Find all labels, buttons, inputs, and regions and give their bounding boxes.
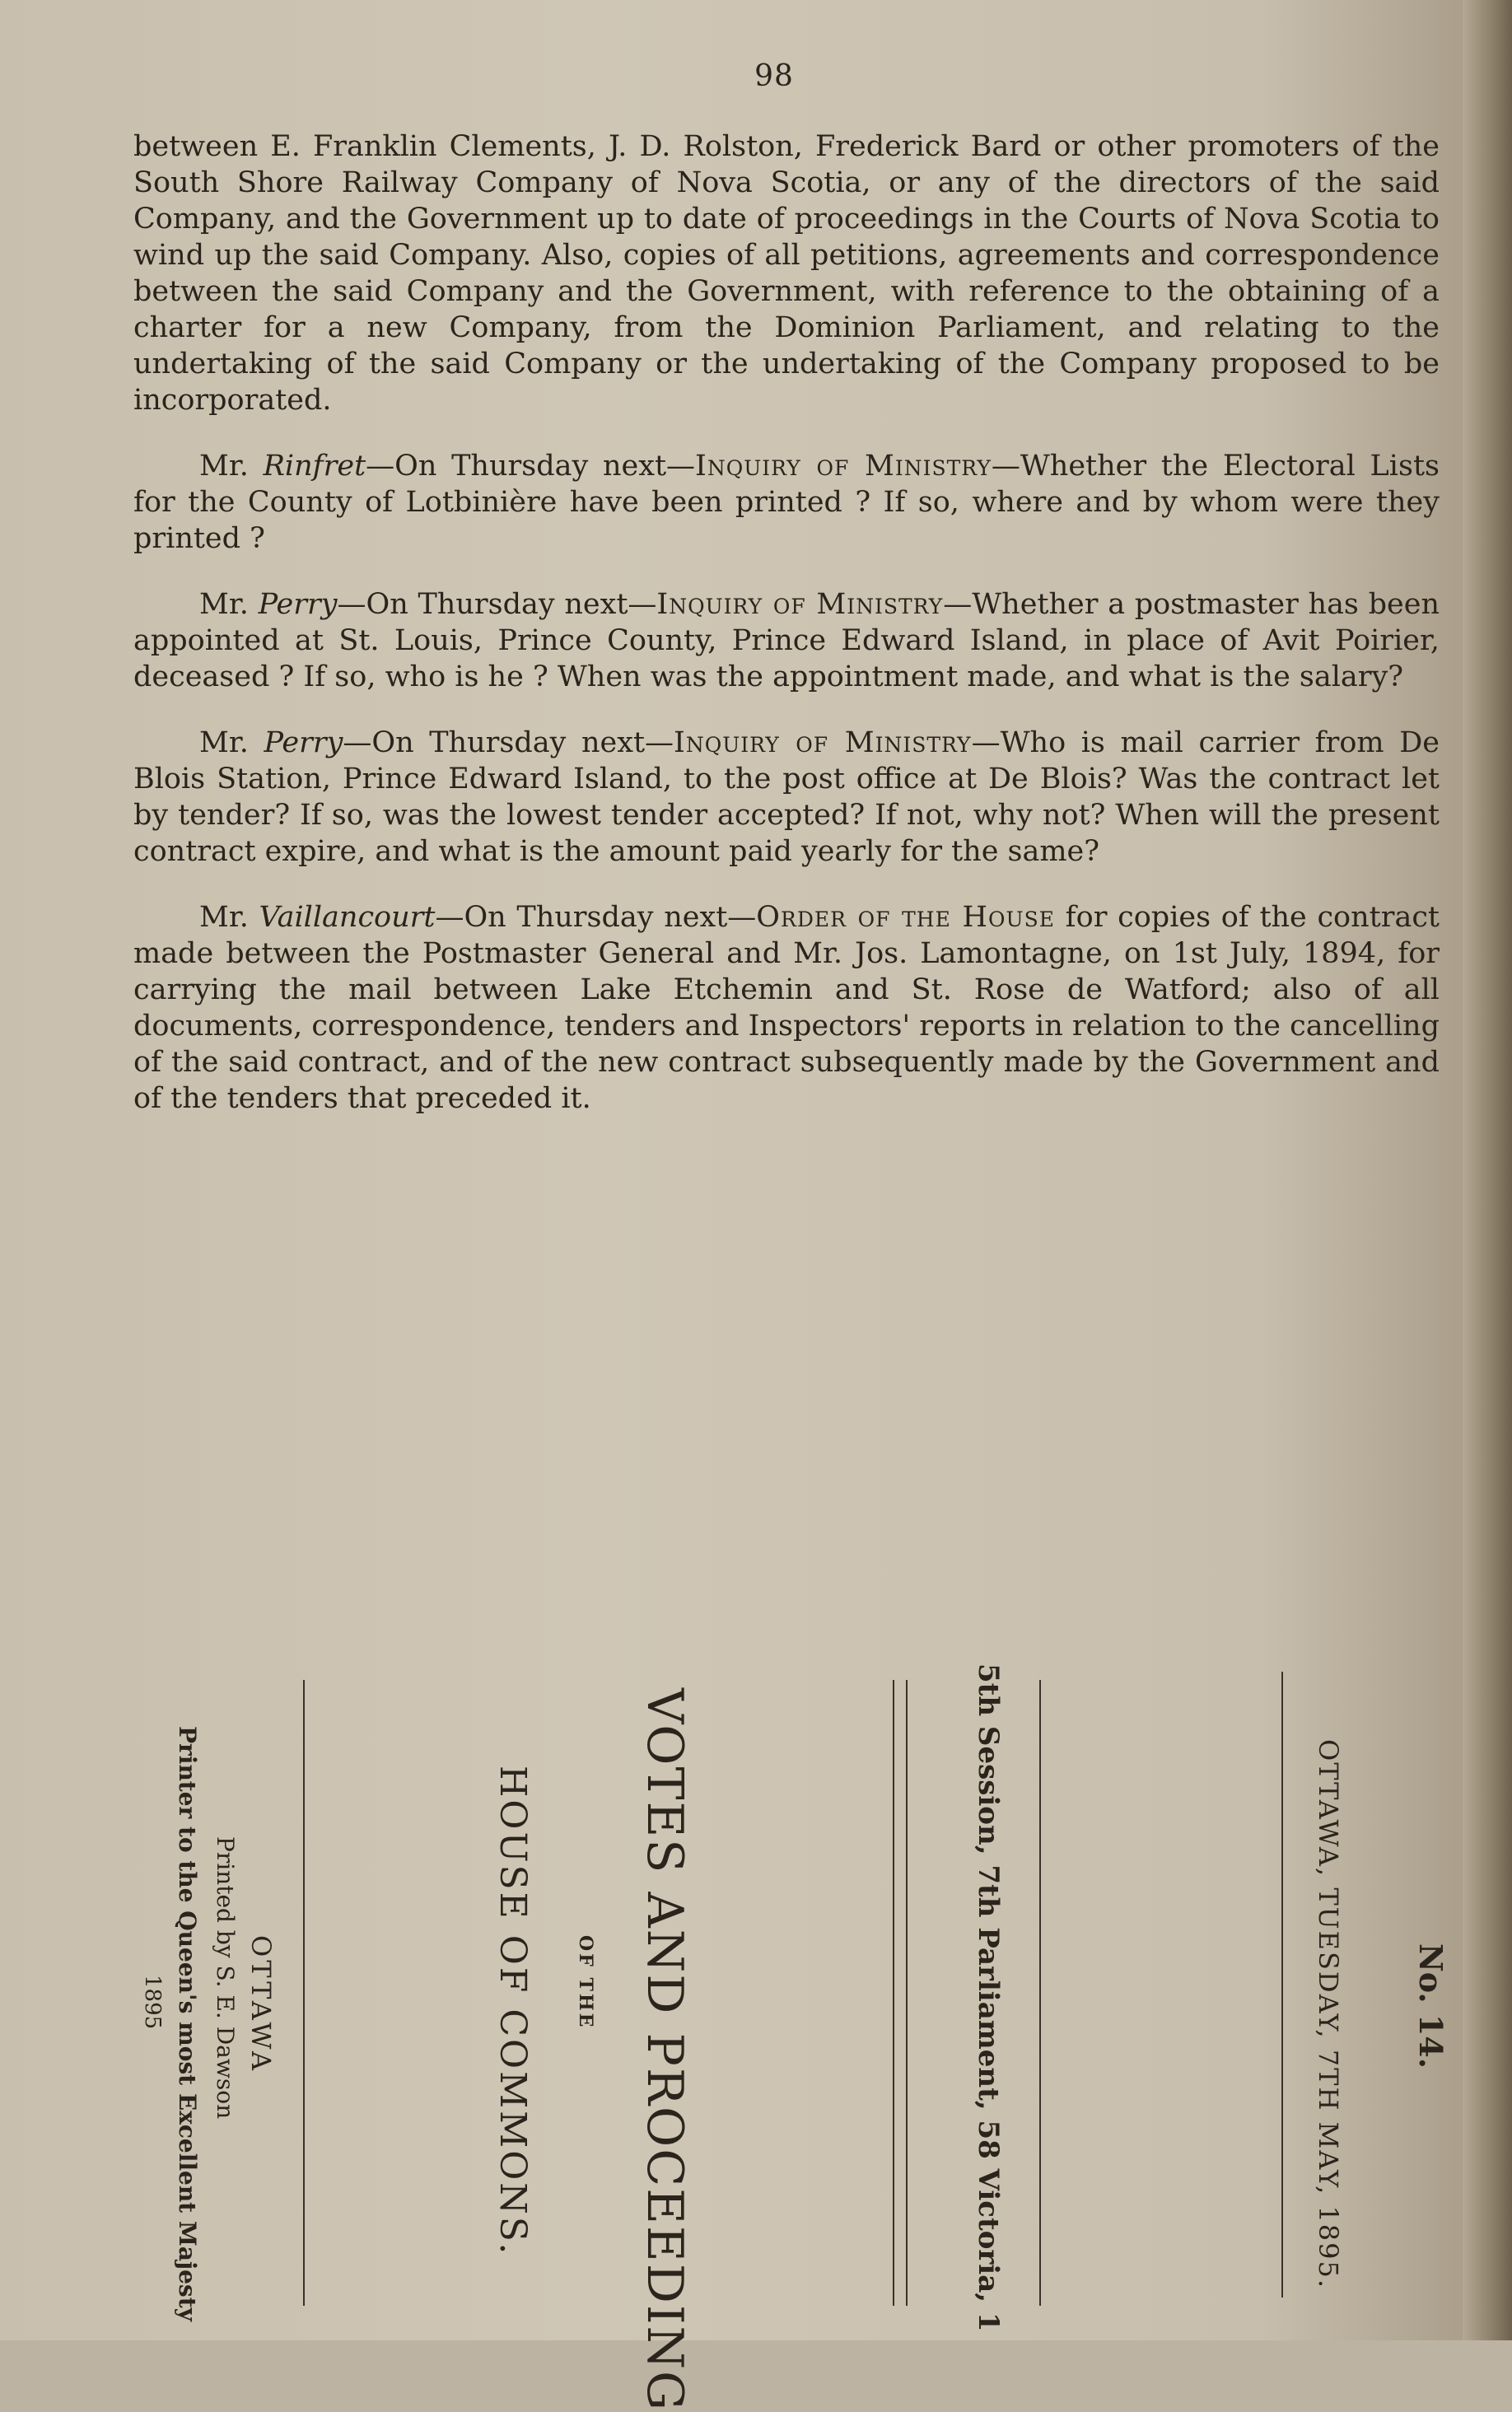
divider-rule: [1039, 1680, 1041, 2306]
notice-paragraph: [133, 448, 1440, 557]
title-of-the: OF THE: [575, 1935, 596, 2030]
notice-prefix: Mr.: [199, 588, 259, 621]
divider-rule: [1281, 1672, 1283, 2298]
member-name: Vaillancourt: [259, 901, 436, 934]
notice-paragraph: [133, 899, 1440, 1117]
notice-when: —On Thursday next—: [337, 588, 657, 621]
notice-when: —On Thursday next—: [435, 901, 757, 934]
notice-when: —On Thursday next—: [343, 726, 674, 759]
notice-prefix: Mr.: [199, 901, 259, 934]
notice-prefix: Mr.: [199, 726, 264, 759]
notice-text: for copies of the contract made between the Postmaster General and Mr. Jos. Lamontagne, on 1st July, 1894, for carrying the mail between Lake Etchemin and St. Rose de Watford; also of all documents, correspondence, tenders and Inspectors' reports in relation to the cancelling of the said contract, and of the new contract subsequently made by the Government and of the tenders that preceded it.: [133, 901, 1440, 1115]
notice-paragraph: [133, 586, 1440, 695]
divider-rule: [893, 1680, 894, 2306]
member-name: Perry: [264, 726, 343, 759]
notice-when: —On Thursday next—: [366, 450, 696, 483]
notice-paragraph: [133, 725, 1440, 870]
imprint-printer-title: Printer to the Queen's most Excellent Majesty: [174, 1726, 201, 2321]
imprint-year: 1895: [140, 1975, 165, 2030]
issue-date: OTTAWA, TUESDAY, 7TH MAY, 1895.: [1313, 1739, 1344, 2290]
notice-type: Inquiry of Ministry: [656, 588, 944, 621]
notice-prefix: Mr.: [199, 450, 264, 483]
house-title: HOUSE OF COMMONS.: [492, 1766, 534, 2257]
imprint-city: OTTAWA: [245, 1935, 277, 2074]
session-line: 5th Session, 7th Parliament, 58 Victoria, 1: [972, 1663, 1005, 2332]
continued-paragraph: [133, 128, 1440, 418]
imprint-printer: Printed by S. E. Dawson: [212, 1836, 239, 2120]
main-title: VOTES AND PROCEEDING: [636, 1688, 693, 2412]
notice-type: Inquiry of Ministry: [674, 726, 972, 759]
member-name: Rinfret: [263, 450, 366, 483]
notice-text: —Whether a postmaster has been appointed at St. Louis, Prince County, Prince Edward Island, in place of Avit Poirier, deceased ? If so, who is he ? When was the appointment made, and what is the salary?: [133, 588, 1440, 693]
paragraph-text: between E. Franklin Clements, J. D. Rolston, Frederick Bard or other promoters of the South Shore Railway Company of Nova Scotia, or any of the directors of the said Company, and the Government up to date of proceedings in the Courts of Nova Scotia to wind up the said Company. Also, copies of all petitions, agreements and correspondence between the said Company and the Government, with reference to the obtaining of a charter for a new Company, from the Dominion Parliament, and relating to the undertaking of the said Company or the undertaking of the Company proposed to be incorporated.: [133, 130, 1440, 417]
page-body: [133, 128, 1440, 1146]
notice-type: Order of the House: [756, 901, 1055, 934]
member-name: Perry: [258, 588, 338, 621]
notice-type: Inquiry of Ministry: [695, 450, 992, 483]
issue-number: No. 14.: [1412, 1943, 1449, 2069]
page-number: 98: [754, 59, 794, 93]
divider-rule: [906, 1680, 908, 2306]
divider-rule: [303, 1680, 305, 2306]
notice-text: —Who is mail carrier from De Blois Station, Prince Edward Island, to the post office at De Blois? Was the contract let by tender? If so, was the lowest tender accepted? If not, why not? When will the present contract expire, and what is the amount paid yearly for the same?: [133, 726, 1440, 868]
title-page-rotated: [0, 1663, 1482, 2412]
notice-text: —Whether the Electoral Lists for the County of Lotbinière have been printed ? If so, where and by whom were they printed ?: [133, 450, 1440, 555]
